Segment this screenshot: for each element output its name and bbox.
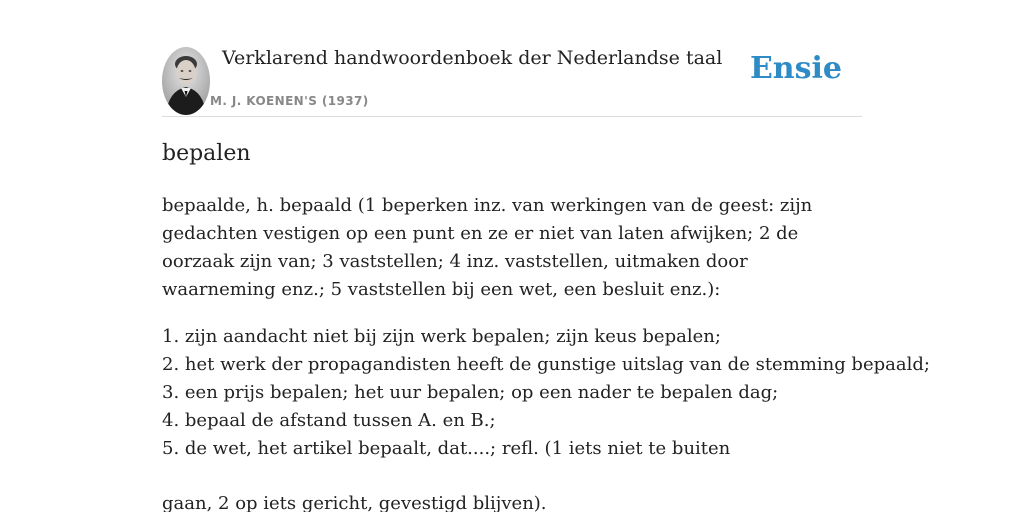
dictionary-title[interactable]: Verklarend handwoordenboek der Nederlandse taal xyxy=(222,47,723,69)
site-header xyxy=(162,0,862,117)
dictionary-subtitle: M. J. KOENEN'S (1937) xyxy=(210,94,369,108)
examples-list xyxy=(162,323,930,463)
example-item: 1. zijn aandacht niet bij zijn werk bepalen; zijn keus bepalen; xyxy=(162,326,721,347)
example-item: 5. de wet, het artikel bepaalt, dat....; refl. (1 iets niet te buiten xyxy=(162,438,731,459)
example-item: 2. het werk der propagandisten heeft de gunstige uitslag van de stemming bepaald; xyxy=(162,354,930,375)
definition-text: bepaalde, h. bepaald (1 beperken inz. van werkingen van de geest: zijn gedachten vestigen op een punt en ze er niet van laten afwijken; 2 de oorzaak zijn van; 3 vaststellen; 4 inz. vaststellen, uitmaken door waarneming enz.; 5 vaststellen bij een wet, een besluit enz.): xyxy=(162,195,813,300)
author-portrait-icon xyxy=(162,47,210,115)
examples-continuation: gaan, 2 op iets gericht, gevestigd blijven). xyxy=(162,493,547,512)
example-item: 4. bepaal de afstand tussen A. en B.; xyxy=(162,410,496,431)
example-item: 3. een prijs bepalen; het uur bepalen; op een nader te bepalen dag; xyxy=(162,382,779,403)
headword: bepalen xyxy=(162,141,251,166)
portrait-image xyxy=(162,47,210,115)
brand-logo[interactable]: Ensie xyxy=(749,51,842,86)
